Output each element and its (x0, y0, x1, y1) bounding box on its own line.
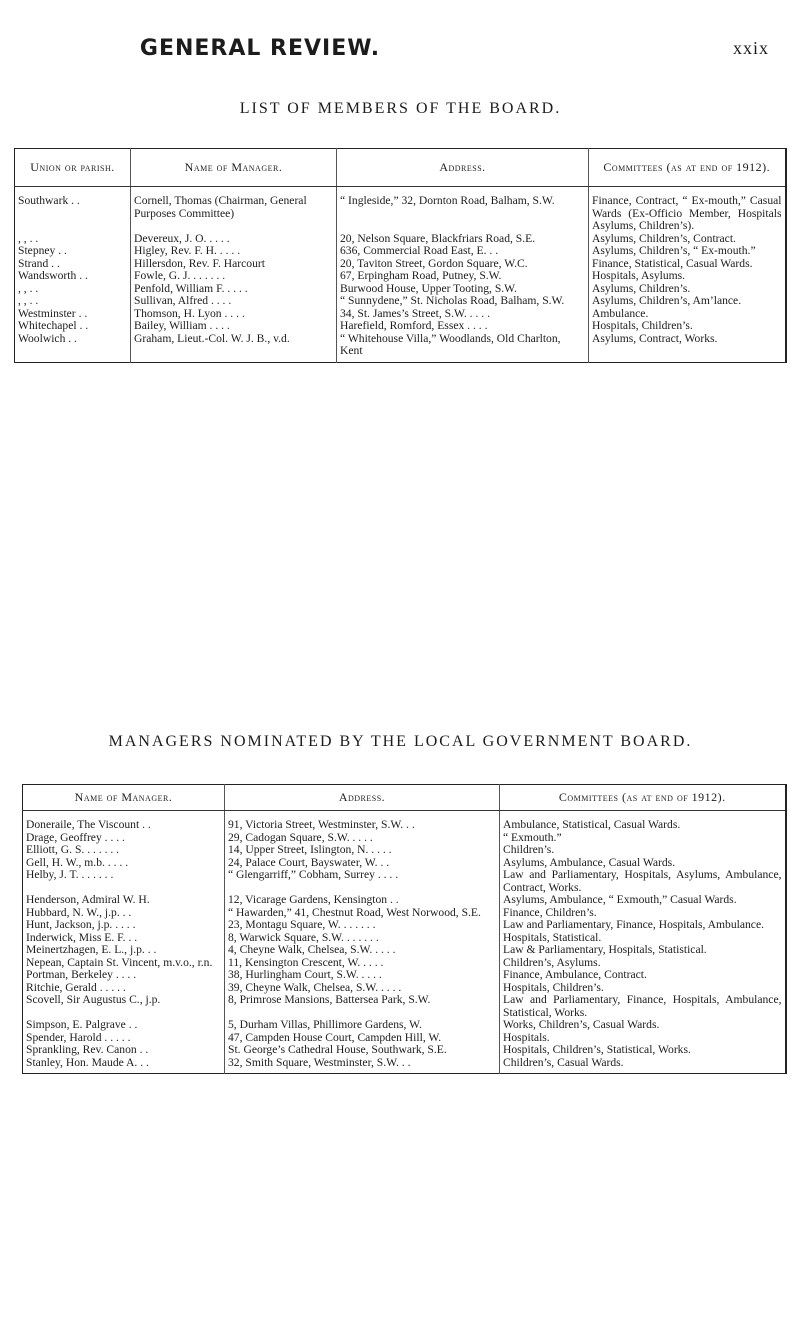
manager-name-cell: Henderson, Admiral W. H. (23, 894, 225, 907)
address-cell: “ Glengarriff,” Cobham, Surrey . . . . (225, 869, 500, 894)
parish-cell: , , . . (15, 233, 131, 246)
members-table-header (15, 149, 786, 187)
address-cell: 636, Commercial Road East, E. . . (337, 245, 589, 258)
committees-cell: Law & Parliamentary, Hospitals, Statistical. (503, 943, 707, 956)
table-row (23, 994, 786, 1019)
committees-cell: Law and Parliamentary, Hospitals, Asylums, Ambulance, Contract, Works. (503, 868, 782, 894)
manager-name-cell: Sullivan, Alfred . . . . (131, 295, 337, 308)
page-header: GENERAL REVIEW. (139, 36, 381, 61)
committees-cell: Children’s, Asylums. (503, 955, 601, 969)
manager-name-cell: Scovell, Sir Augustus C., j.p. (23, 994, 225, 1019)
column-header-parish: Union or parish. (15, 149, 131, 187)
manager-name-cell: Doneraile, The Viscount . . (23, 819, 225, 832)
parish-cell: Woolwich . . (15, 333, 131, 358)
table-row (23, 919, 786, 932)
manager-name-cell: Portman, Berkeley . . . . (23, 969, 225, 982)
committees-cell: Hospitals, Children’s. (503, 980, 604, 994)
column-header-committees: Committees (as at end of 1912). (500, 785, 786, 811)
parish-cell: Stepney . . (15, 245, 131, 258)
committees-cell: Finance, Statistical, Casual Wards. (592, 256, 753, 270)
table-row (23, 1057, 786, 1070)
committees-cell: Finance, Children’s. (503, 905, 597, 919)
manager-name-cell: Stanley, Hon. Maude A. . . (23, 1057, 225, 1070)
address-cell: 8, Primrose Mansions, Battersea Park, S.W. (225, 994, 500, 1019)
parish-cell: , , . . (15, 295, 131, 308)
address-cell: 11, Kensington Crescent, W. . . . . (225, 957, 500, 970)
committees-cell: Ambulance. (592, 306, 649, 320)
committees-cell: Asylums, Children’s, Contract. (592, 231, 736, 245)
address-cell: 32, Smith Square, Westminster, S.W. . . (225, 1057, 500, 1070)
table-row (23, 969, 786, 982)
manager-name-cell: Graham, Lieut.-Col. W. J. B., v.d. (131, 333, 337, 358)
table-row (23, 894, 786, 907)
committees-cell: Law and Parliamentary, Finance, Hospitals, Ambulance, Statistical, Works. (503, 993, 782, 1019)
committees-cell: Asylums, Children’s, “ Ex-mouth.” (592, 244, 756, 257)
committees-cell: Works, Children’s, Casual Wards. (503, 1018, 660, 1031)
committees-cell: Ambulance, Statistical, Casual Wards. (503, 818, 681, 831)
manager-name-cell: Thomson, H. Lyon . . . . (131, 308, 337, 321)
column-header-address: Address. (337, 149, 589, 187)
address-cell: 24, Palace Court, Bayswater, W. . . (225, 857, 500, 870)
manager-name-cell: Elliott, G. S. . . . . . . (23, 844, 225, 857)
address-cell: 38, Hurlingham Court, S.W. . . . . (225, 969, 500, 982)
manager-name-cell: Hubbard, N. W., j.p. . . (23, 907, 225, 920)
committees-cell: Asylums, Ambulance, “ Exmouth,” Casual Wards. (503, 893, 737, 906)
address-cell: “ Ingleside,” 32, Dornton Road, Balham, S.W. (337, 195, 589, 233)
committees-cell: Hospitals. (503, 1030, 550, 1044)
parish-cell: Westminster . . (15, 308, 131, 321)
committees-cell: Law and Parliamentary, Finance, Hospitals, Ambulance. (503, 918, 765, 931)
manager-name-cell: Nepean, Captain St. Vincent, m.v.o., r.n. (23, 957, 225, 970)
address-cell: 5, Durham Villas, Phillimore Gardens, W. (225, 1019, 500, 1032)
committees-cell: Hospitals, Children’s. (592, 319, 693, 332)
committees-cell: Finance, Contract, “ Ex-mouth,” Casual Wards (Ex-Officio Member, Hospitals Asylums, Children’s). (592, 194, 782, 232)
address-cell: 39, Cheyne Walk, Chelsea, S.W. . . . . (225, 982, 500, 995)
nominated-table-body (23, 819, 786, 1069)
manager-name-cell: Devereux, J. O. . . . . (131, 233, 337, 246)
committees-cell: Asylums, Children’s, Am’lance. (592, 294, 742, 307)
table-row (23, 844, 786, 857)
address-cell: Harefield, Romford, Essex . . . . (337, 320, 589, 333)
committees-cell: Finance, Ambulance, Contract. (503, 968, 647, 981)
manager-name-cell: Sprankling, Rev. Canon . . (23, 1044, 225, 1057)
manager-name-cell: Ritchie, Gerald . . . . . (23, 982, 225, 995)
address-cell: “ Whitehouse Villa,” Woodlands, Old Charlton, Kent (337, 333, 589, 358)
manager-name-cell: Gell, H. W., m.b. . . . . (23, 857, 225, 870)
address-cell: 12, Vicarage Gardens, Kensington . . (225, 894, 500, 907)
address-cell: St. George’s Cathedral House, Southwark, S.E. (225, 1044, 500, 1057)
manager-name-cell: Cornell, Thomas (Chairman, General Purposes Committee) (131, 195, 337, 233)
table-row (15, 270, 786, 283)
committees-cell: Asylums, Contract, Works. (592, 331, 718, 345)
manager-name-cell: Bailey, William . . . . (131, 320, 337, 333)
committees-cell: Hospitals, Asylums. (592, 269, 686, 282)
address-cell: “ Sunnydene,” St. Nicholas Road, Balham, S.W. (337, 295, 589, 308)
address-cell: 67, Erpingham Road, Putney, S.W. (337, 270, 589, 283)
committees-cell: Hospitals, Children’s, Statistical, Works. (503, 1043, 691, 1056)
parish-cell: Wandsworth . . (15, 270, 131, 283)
address-cell: Burwood House, Upper Tooting, S.W. (337, 283, 589, 296)
address-cell: “ Hawarden,” 41, Chestnut Road, West Norwood, S.E. (225, 907, 500, 920)
manager-name-cell: Penfold, William F. . . . . (131, 283, 337, 296)
committees-cell: Asylums, Ambulance, Casual Wards. (503, 855, 676, 869)
manager-name-cell: Hunt, Jackson, j.p. . . . . (23, 919, 225, 932)
column-header-committees: Committees (as at end of 1912). (589, 149, 786, 187)
table-row (15, 195, 786, 233)
address-cell: 20, Taviton Street, Gordon Square, W.C. (337, 258, 589, 271)
committees-cell: Hospitals, Statistical. (503, 930, 602, 944)
nominated-table-header (23, 785, 786, 811)
table-row (15, 320, 786, 333)
parish-cell: , , . . (15, 283, 131, 296)
address-cell: 20, Nelson Square, Blackfriars Road, S.E. (337, 233, 589, 246)
table-row (23, 819, 786, 832)
table-row (15, 245, 786, 258)
manager-name-cell: Spender, Harold . . . . . (23, 1032, 225, 1045)
column-header-address: Address. (225, 785, 500, 811)
column-header-name: Name of Manager. (23, 785, 225, 811)
table-row (15, 333, 786, 358)
manager-name-cell: Helby, J. T. . . . . . . (23, 869, 225, 894)
nominated-managers-title: MANAGERS NOMINATED BY THE LOCAL GOVERNMENT BOARD. (108, 733, 693, 750)
address-cell: 8, Warwick Square, S.W. . . . . . . (225, 932, 500, 945)
members-list-title: LIST OF MEMBERS OF THE BOARD. (239, 100, 562, 117)
committees-cell: Asylums, Children’s. (592, 281, 691, 295)
table-row (23, 869, 786, 894)
parish-cell: Southwark . . (15, 195, 131, 233)
parish-cell: Strand . . (15, 258, 131, 271)
address-cell: 34, St. James’s Street, S.W. . . . . (337, 308, 589, 321)
column-header-name: Name of Manager. (131, 149, 337, 187)
manager-name-cell: Higley, Rev. F. H. . . . . (131, 245, 337, 258)
members-table (14, 148, 787, 363)
manager-name-cell: Inderwick, Miss E. F. . . (23, 932, 225, 945)
table-row (23, 832, 786, 845)
manager-name-cell: Drage, Geoffrey . . . . (23, 832, 225, 845)
committees-cell: “ Exmouth.” (503, 830, 562, 844)
address-cell: 29, Cadogan Square, S.W. . . . . (225, 832, 500, 845)
manager-name-cell: Meinertzhagen, E. L., j.p. . . (23, 944, 225, 957)
table-row (23, 1019, 786, 1032)
members-table-body (15, 195, 786, 358)
address-cell: 47, Campden House Court, Campden Hill, W. (225, 1032, 500, 1045)
address-cell: 14, Upper Street, Islington, N. . . . . (225, 844, 500, 857)
table-row (23, 944, 786, 957)
committees-cell: Children’s. (503, 843, 555, 856)
manager-name-cell: Fowle, G. J. . . . . . . (131, 270, 337, 283)
address-cell: 91, Victoria Street, Westminster, S.W. . . (225, 819, 500, 832)
address-cell: 4, Cheyne Walk, Chelsea, S.W. . . . . (225, 944, 500, 957)
parish-cell: Whitechapel . . (15, 320, 131, 333)
manager-name-cell: Simpson, E. Palgrave . . (23, 1019, 225, 1032)
address-cell: 23, Montagu Square, W. . . . . . . (225, 919, 500, 932)
table-row (23, 957, 786, 970)
table-row (23, 1044, 786, 1057)
manager-name-cell: Hillersdon, Rev. F. Harcourt (131, 258, 337, 271)
page-number: xxix (733, 38, 770, 58)
table-row (15, 295, 786, 308)
nominated-managers-table (22, 784, 787, 1074)
committees-cell: Children’s, Casual Wards. (503, 1055, 624, 1069)
